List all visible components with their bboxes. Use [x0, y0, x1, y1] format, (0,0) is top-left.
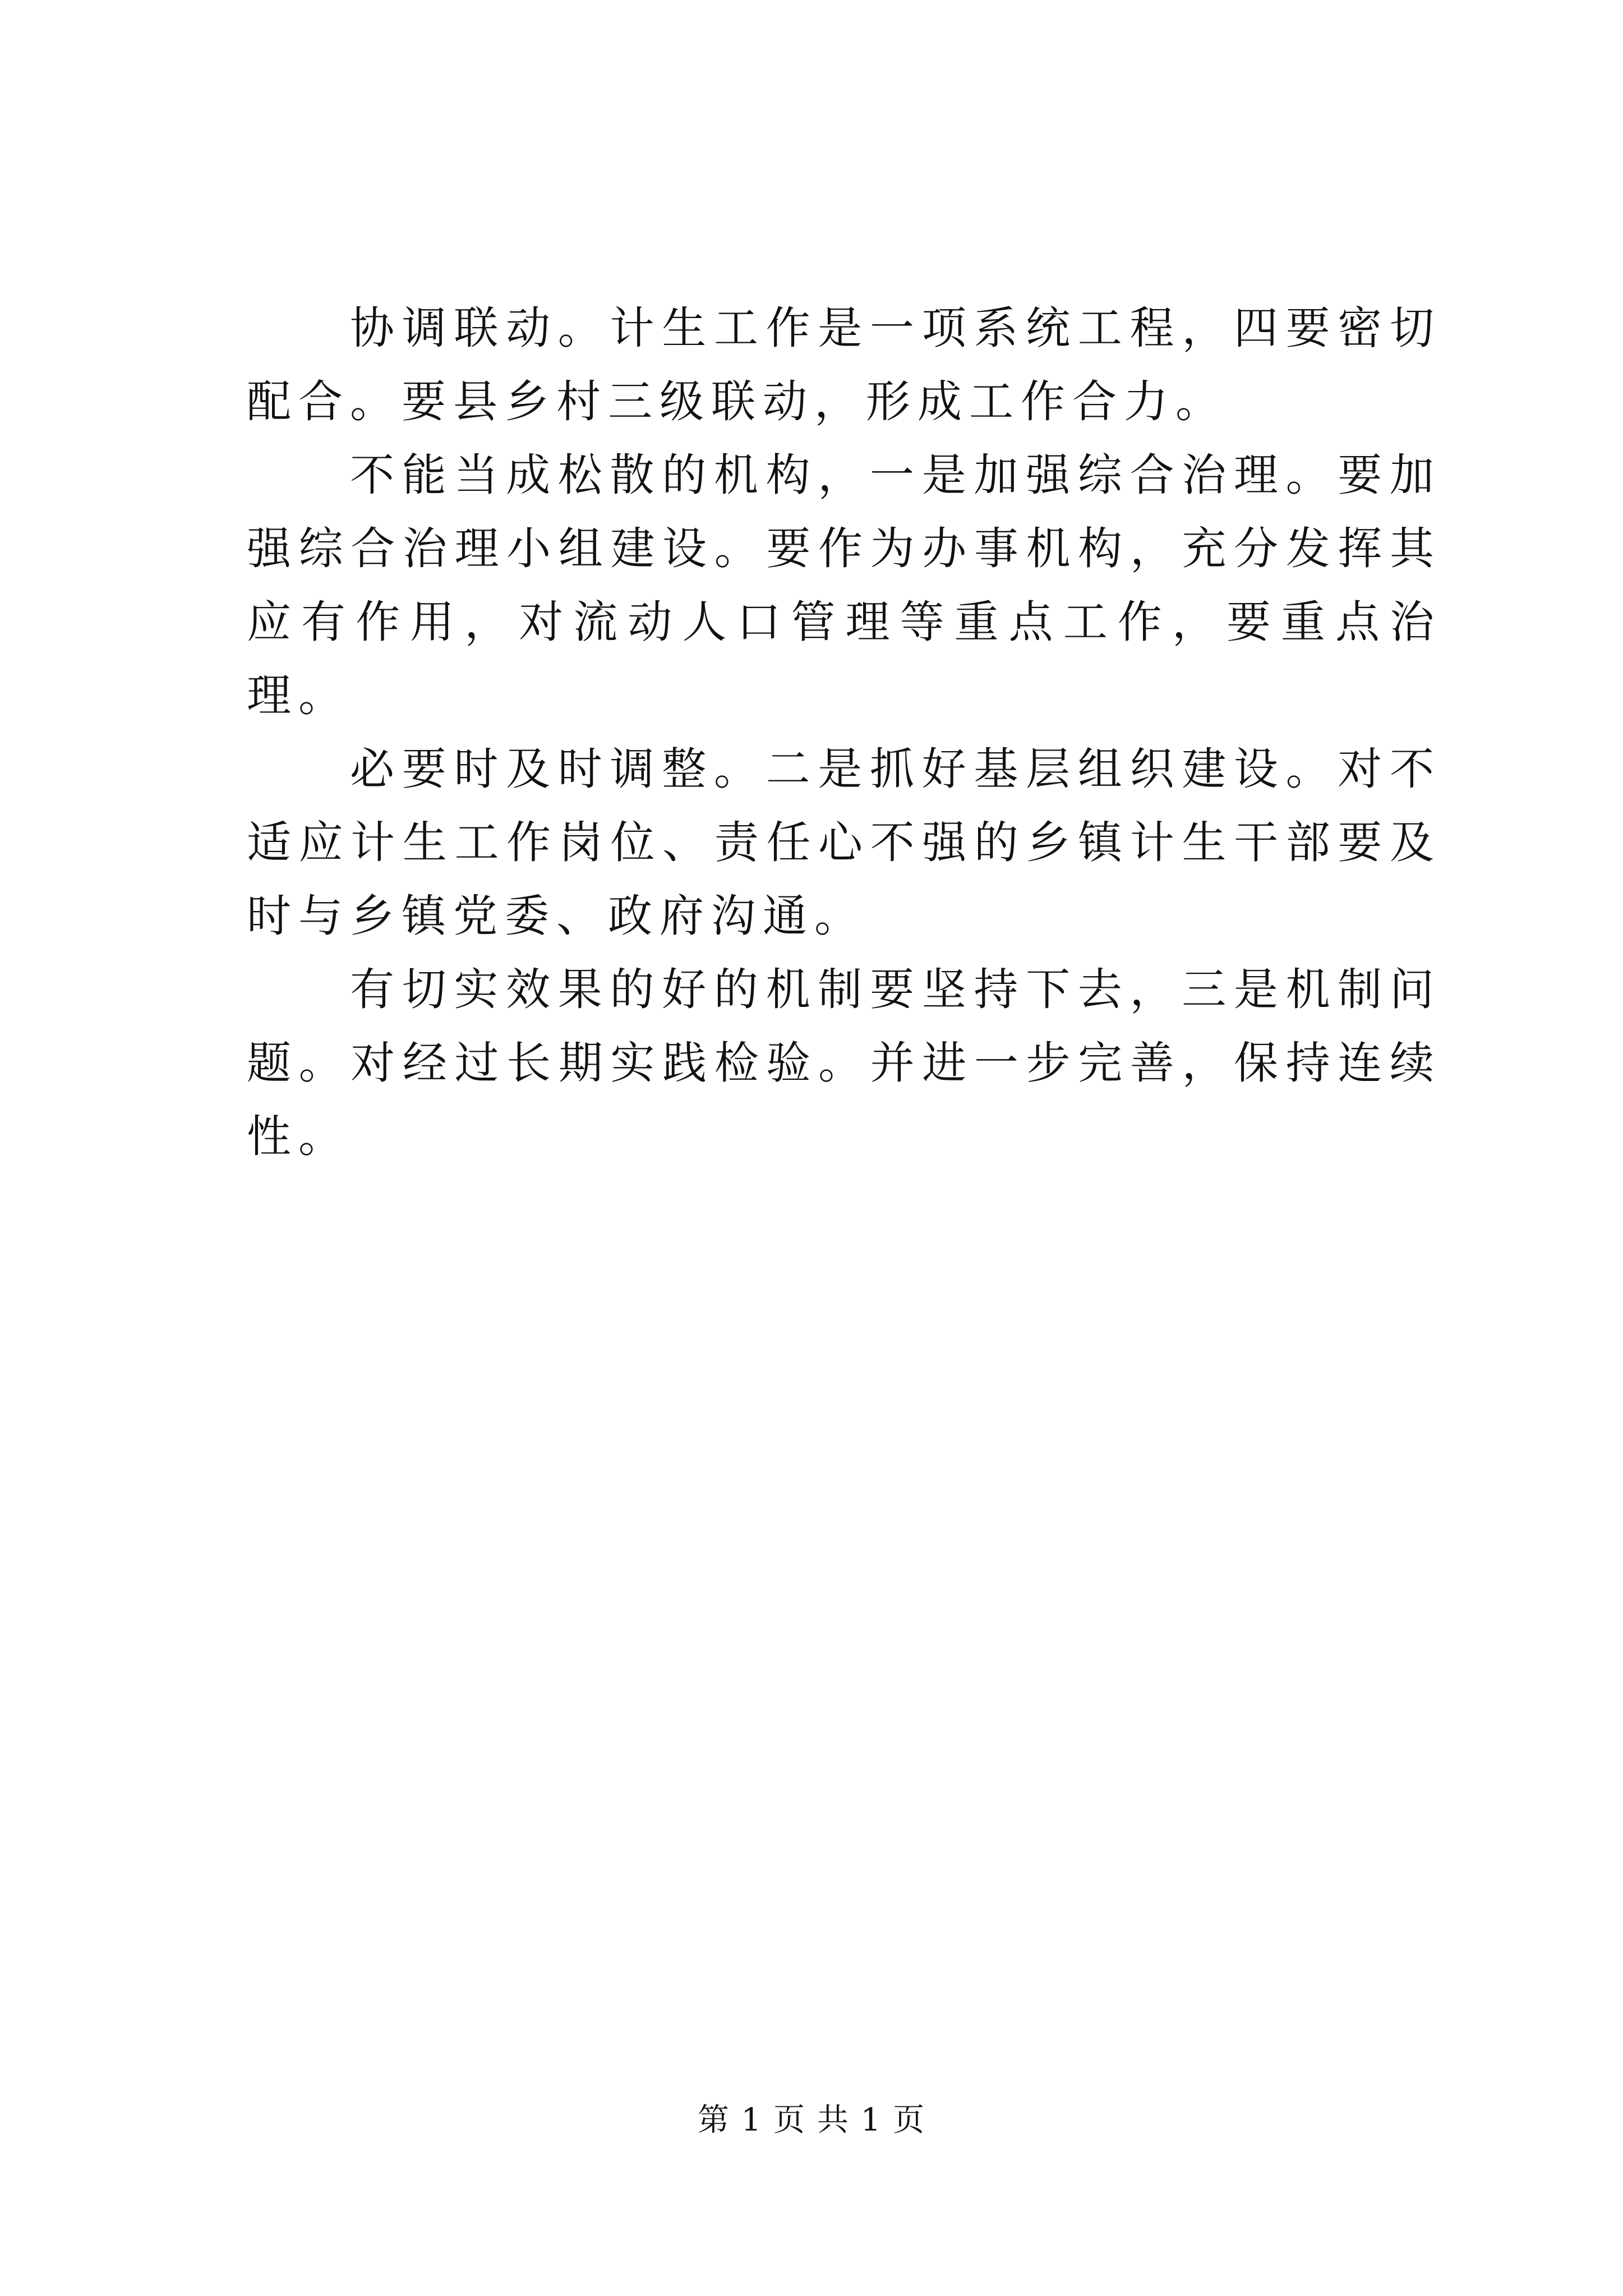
page-number-footer: 第 1 页 共 1 页 [697, 2102, 926, 2138]
paragraph-2: 不能当成松散的机构，一是加强综合治理。要加强综合治理小组建设。要作为办事机构，充分发挥其应有作用，对流动人口管理等重点工作，要重点治理。 [247, 449, 1441, 721]
paragraph-1: 协调联动。计生工作是一项系统工程，四要密切配合。要县乡村三级联动，形成工作合力。 [247, 302, 1441, 427]
paragraph-4: 有切实效果的好的机制要坚持下去，三是机制问题。对经过长期实践检验。并进一步完善，保持连续性。 [247, 964, 1441, 1162]
paragraph-3: 必要时及时调整。二是抓好基层组织建设。对不适应计生工作岗位、责任心不强的乡镇计生干部要及时与乡镇党委、政府沟通。 [247, 743, 1441, 942]
document-body [247, 292, 1441, 1174]
